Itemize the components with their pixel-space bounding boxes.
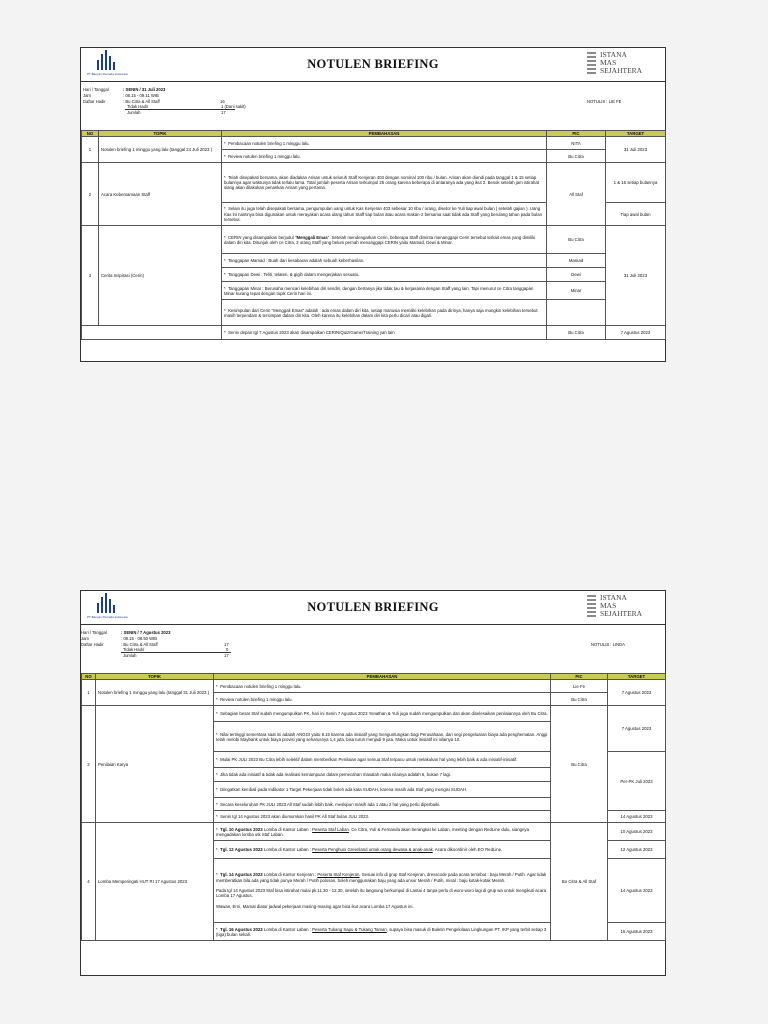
table-row: * Diingatkan kembali pada Indikator 1 Target Pekerjaan tidak boleh ada kata SUDAH, karena masih ada Staf yang mengisi SUDAH.: [82, 782, 666, 798]
table-row: * Review notulen briefing 1 minggu lalu. Bu Citra: [82, 693, 666, 706]
table-row: 3 Cerita Inspirasi (Cerin) * CERIN yang disampaikan berjudul "Menggali Emas". Setelah mendengarkan Cerin, beberapa Staff diminta menanggapi Cerin tersebut terkait emas yang dimiliki dalam diri kita. Ditunjuk oleh ce Citra, 3 orang Staff yang belum pernah menanggapi CERIN yaitu Mamad, Dewi & Minar. Bu Citra 31 Juli 2023: [82, 226, 666, 254]
logo-caption: PT Banyan Persada Indonesia: [87, 615, 128, 619]
table-row: * Tanggapan Minar : Berusaha mencari kelebihan diri sendiri, dengan bertanya jika tidak tau & kerjasama dengan Staff yang lain. Tapi menurut ce Citra tanggapan Minar kurang tepat dengan topik Cerin hari ini. Minar: [82, 282, 666, 300]
logo-caption: PT Banyan Persada Indonesia: [87, 72, 128, 76]
meeting-info: Hari / Tanggal : SENIN / 31 Juli 2023 Jam : 08.15 - 09.11 WIB Daftar Hadir : Bu Citra & All Staff 16 Tidak Hadir 1 (Dani sakit) Jumlah 17 NOTULIS : LIE FE: [83, 87, 622, 115]
table-row: 2 Penilaian Karya * Sebagian besar Staf sudah mengumpulkan PK, hari ini Senin 7 Agustus 2023 Yonathan & Yuli juga sudah mengumpulkan dan akan diselesaikan penilaiannya oleh Bu Citra. Bu Citra 7 Agustus 2023: [82, 706, 666, 722]
page-title: NOTULEN BRIEFING: [307, 600, 439, 614]
table-row: * Tanggapan Mamad : Buah dari kesabaran adalah sebuah keberhasilan. Mamad: [82, 254, 666, 268]
meeting-info: Hari / Tanggal : SENIN / 7 Agustus 2023 Jam : 08.15 - 08.50 WIB Daftar Hadir : Bu Citra & All Staff 17 Tidak Hadir 0 Jumlah 17 NOTULIS : LINDA: [81, 630, 625, 658]
table-row: * Senin tgl 14 Agustus 2023 akan diumumkan hasil PK All Staf bulan JULI 2023. 14 Agustus 2023: [82, 811, 666, 823]
table-row: * Jika tidak ada inisiatif & tidak ada realisasi kemampuan dalam pemecahan masalah maka nilainya adalah 6, bukan 7 lagi.: [82, 768, 666, 782]
istana-logo: ISTANA MAS SEJAHTERA: [587, 51, 657, 77]
table-row: * Tgl. 12 Agustus 2023 Lomba di Kantor Laban : Peserta Penghuni Greenland untuk orang dewasa & anak-anak. Acara dikoordinir oleh EO RedLine. 12 Agustus 2023: [82, 841, 666, 859]
sheet-header: [81, 591, 665, 625]
briefing-sheet-2: [80, 590, 666, 976]
table-header-row: NO TOPIK PEMBAHASAN PIC TARGET: [82, 131, 666, 137]
table-row: * Selain itu juga telah disepakati bersama, pengumpulan uang untuk Kas Kenjeran 403 sebesar 10 ribu / orang, disetor ke Yuli tiap awal bulan ( setelah gajian ). Uang Kas ini nantinya bisa digunakan untuk merayakan acara ulang tahun Staff tiap bulan atau acara makan-2 bersama saat tidak ada Staff yang berulang tahun pada bulan tersebut. Tiap awal bulan: [82, 203, 666, 226]
table-row: * Kesimpulan dari Cerin "Menggali Emas" adalah : ada emas dalam diri kita, setiap manusia memiliki kelebihan pada dirinya, hanya saja mungkin kelebihan tersebut masih terpendam & tersimpan dalam diri kita. Oleh karena itu kelebihan dalam diri kita perlu dicari atau digali.: [82, 300, 666, 326]
emblem-icon: [587, 595, 596, 617]
table-row: 1 Notulen briefing 1 minggu yang lalu (tanggal 24 Juli 2023 ) * Pembacaan notulen briefing 1 minggu lalu. NITA 31 Juli 2023: [82, 137, 666, 150]
table-header-row: NO TOPIK PEMBAHASAN PIC TARGET: [82, 674, 666, 680]
table-row: * Secara keseluruhan PK JULI 2023 All Staf sudah lebih baik, meskipun masih ada 1 atau 2 hal yang perlu diperbaiki.: [82, 798, 666, 811]
table-row: * Nilai tertinggi sementara saat ini adalah ANGGI yaitu 8.15 karena ada inisiatif yang menguntungkan bagi Perusahaan, dari segi pengeluaran biaya ada penghematan. Anggi telah melobi Maybank untuk biaya provisi yang seharusnya 1,4 juta, bisa turun menjadi 9 juta. Maka untuk inisiatif ini nilainya 10.: [82, 722, 666, 752]
table-row: * Review notulen briefing 1 minggu lalu. Bu Citra: [82, 150, 666, 163]
table-row: * Tgl. 14 Agustus 2023 Lomba di Kantor Kenjeran : Peserta Staf Kenjeran. Sesuai info di grup Staf Kenjeran, dresscode pada acara tersebut : baju Merah / Putih. Agar tidak memberatkan bila ada yang tidak punya Merah / Putih polosan, boleh menggunakan baju yang ada unsur Merah / Putih, misal : baju kotak-kotak Merah. Pada tgl 14 Agustus 2023 Staf bisa istirahat mulai pk.11.30 - 12.30, setelah itu langsung berkumpul di Lantai 4 tanpa perlu di woro-woro lagi di grup wa untuk mengikuti acara Lomba 17 Agustus. Wawan, Erni, Mamat diatur jadwal pekerjaan masing-masing agar bisa ikut acara Lomba 17 Agustus ini. 14 Agustus 2023: [82, 859, 666, 923]
table-row: * Tanggapan Dewi : Teliti, telaten, & gigih dalam mengerjakan sesuatu. Dewi: [82, 268, 666, 282]
table-row: * Tgl. 16 Agustus 2023 Lomba di Kantor Laban : Peserta Tukang Sapu & Tukang Taman, supaya bisa masuk di Buletin Pengelolaan Lingkungan PT. IKP yang terbit setiap 3 (tiga) bulan sekali. 16 Agustus 2023: [82, 923, 666, 941]
table-row: 4 Lomba Memperingati HUT RI 17 Agustus 2023 * Tgl. 10 Agustus 2023 Lomba di Kantor Laban : Peserta Staf Laban. Ce Citra, Yuli & Fernanda akan berangkat ke Laban, meeting dengan RedLine dulu, siangnya mengadakan lomba utk Staf Laban. Bu Citra & All Staf 10 Agustus 2023: [82, 823, 666, 841]
sheet-header: [81, 48, 665, 82]
minutes-table: [81, 673, 666, 941]
table-row: * Mulai PK JULI 2023 Bu Citra lebih selektif dalam memberikan Penilaian agar semua Staf terpacu untuk melakukan hal yang lebih baik & ada inisiatif-inisiatif. Per-PK Juli 2023: [82, 752, 666, 768]
table-row: * Senin depan tgl 7 Agustus 2023 akan disampaikan CERIN/Quiz/Game/Training yan lain Bu Citra 7 Agustus 2023: [82, 326, 666, 340]
table-row: 1 Notulen briefing 1 minggu yang lalu (tanggal 31 Juli 2023 ) * Pembacaan notulen briefing 1 minggu lalu. Lie Fe 7 Agustus 2023: [82, 680, 666, 693]
briefing-sheet-1: [80, 47, 666, 362]
emblem-icon: [587, 52, 596, 74]
page-title: NOTULEN BRIEFING: [307, 57, 439, 71]
istana-logo: ISTANA MAS SEJAHTERA: [587, 594, 657, 620]
table-row: 2 Acara Kebersamaan Staff * Telah disepakati bersama, akan diadakan Arisan untuk seluruh Staff Kenjeran 403 dengan nominal 100 ribu / bulan. Arisan akan diundi pada tanggal 1 & 15 setiap bulannya agar waktunya tidak terlalu lama. Total jumlah peserta Arisan terkumpul 25 orang karena beberapa di antaranya ada yang ikut 2. Besok setelah jam istirahat siang akan dilakukan penarikan Arisan yang pertama. All Staf 1 & 15 setiap bulannya: [82, 163, 666, 203]
minutes-table: [81, 130, 666, 340]
